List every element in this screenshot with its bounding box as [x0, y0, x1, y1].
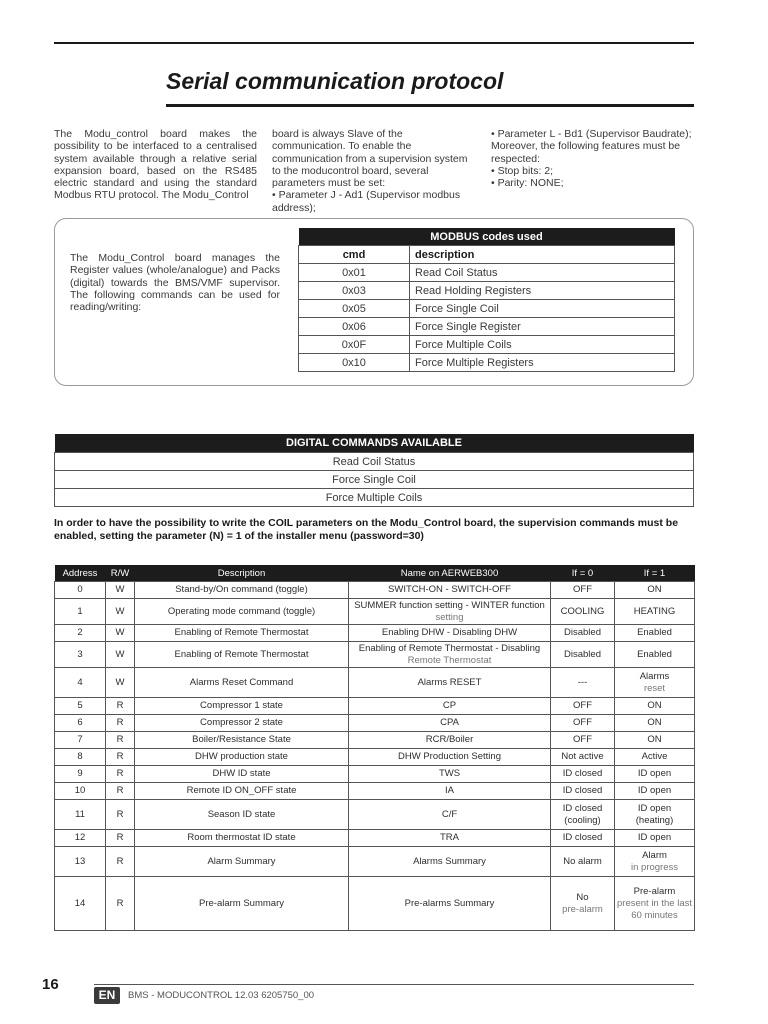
- coil-name-cell: [349, 830, 551, 847]
- coil-if1-cell: [615, 877, 695, 931]
- coil-if1-cell: [615, 800, 695, 830]
- modbus-row: [299, 300, 675, 318]
- col-if0: If = 0: [551, 565, 615, 582]
- intro-bullet-bd1: • Parameter L - Bd1 (Supervisor Baudrate);: [491, 128, 692, 140]
- coil-address: 10: [55, 783, 106, 800]
- coil-name: TRA: [440, 832, 459, 843]
- coil-if1: ON: [647, 584, 662, 595]
- coil-rw: W: [106, 625, 135, 642]
- coil-row: [55, 599, 695, 625]
- modbus-desc: Force Multiple Registers: [410, 354, 675, 372]
- coil-if1-cell: [615, 698, 695, 715]
- coil-address: 7: [55, 732, 106, 749]
- modbus-row: [299, 354, 675, 372]
- coil-if0: No: [576, 891, 589, 903]
- coil-description: Room thermostat ID state: [135, 830, 349, 847]
- coil-name-cell: [349, 668, 551, 698]
- coil-if0: No alarm: [563, 855, 602, 867]
- coil-name-cell: [349, 698, 551, 715]
- coil-if0: COOLING: [560, 605, 605, 617]
- modbus-row: [299, 336, 675, 354]
- coil-row: [55, 698, 695, 715]
- coil-address: 0: [55, 582, 106, 599]
- coil-name-cont: Remote Thermostat: [407, 654, 492, 666]
- digital-row: [55, 471, 694, 489]
- intro-column-2: [272, 128, 476, 214]
- coil-name: SWITCH-ON - SWITCH-OFF: [388, 584, 511, 595]
- coil-if1-cell: [615, 599, 695, 625]
- coil-if1-cell: [615, 749, 695, 766]
- col-name: Name on AERWEB300: [349, 565, 551, 582]
- coil-address: 6: [55, 715, 106, 732]
- coil-if1-cont: in progress: [631, 861, 678, 873]
- coil-if0: ID closed: [562, 768, 603, 779]
- coil-rw: R: [106, 847, 135, 877]
- coil-if0: ID closed: [562, 802, 603, 814]
- coil-if1-cont: (heating): [635, 814, 674, 826]
- intro-bullet-stop-bits: • Stop bits: 2;: [491, 164, 554, 177]
- coil-row: [55, 642, 695, 668]
- coil-name-cell: [349, 715, 551, 732]
- coil-name-cell: [349, 766, 551, 783]
- modbus-row: [299, 282, 675, 300]
- coil-rw: R: [106, 877, 135, 931]
- coil-name-cont: setting: [435, 611, 464, 623]
- coil-description: Pre-alarm Summary: [135, 877, 349, 931]
- coil-if0-cell: [551, 625, 615, 642]
- digital-row: [55, 489, 694, 507]
- coil-if1-cell: [615, 668, 695, 698]
- coil-row: [55, 625, 695, 642]
- coil-description: Operating mode command (toggle): [135, 599, 349, 625]
- modbus-desc: Read Coil Status: [410, 264, 675, 282]
- col-address: Address: [55, 565, 106, 582]
- coil-if0-cell: [551, 783, 615, 800]
- coil-enable-note: In order to have the possibility to write the COIL parameters on the Modu_Control board, the supervision commands must be enabled, setting the parameter (N) = 1 of the installer menu (password=30): [54, 517, 679, 542]
- intro-column-2-text: board is always Slave of the communication. To enable the communication from a supervision system to the moducontrol board, several parameters must be set:: [272, 128, 468, 190]
- modbus-cmd: 0x10: [299, 354, 410, 372]
- page-title: Serial communication protocol: [166, 68, 504, 94]
- modbus-desc: Read Holding Registers: [410, 282, 675, 300]
- coil-name: Alarms Summary: [413, 855, 486, 867]
- coil-if1-cont: reset: [643, 682, 666, 694]
- coil-rw: R: [106, 698, 135, 715]
- coil-name: Enabling DHW - Disabling DHW: [381, 627, 518, 638]
- coil-address: 14: [55, 877, 106, 931]
- coil-if1: ON: [647, 734, 662, 745]
- coil-rw: R: [106, 715, 135, 732]
- coil-name-cell: [349, 642, 551, 668]
- col-description: Description: [135, 565, 349, 582]
- coil-address: 9: [55, 766, 106, 783]
- coil-address: 12: [55, 830, 106, 847]
- coil-rw: W: [106, 642, 135, 668]
- modbus-col-cmd: cmd: [299, 246, 410, 264]
- coil-address: 5: [55, 698, 106, 715]
- coil-if0-cell: [551, 582, 615, 599]
- digital-row: [55, 453, 694, 471]
- coil-name-cell: [349, 749, 551, 766]
- coil-if0: OFF: [573, 734, 592, 745]
- coil-if0-cell: [551, 599, 615, 625]
- coil-if0-cell: [551, 766, 615, 783]
- digital-commands-table: [54, 434, 694, 507]
- coil-parameters-table: [54, 565, 695, 931]
- coil-row: [55, 877, 695, 931]
- top-rule: [54, 42, 694, 44]
- coil-description: Compressor 1 state: [135, 698, 349, 715]
- coil-if0: Disabled: [564, 627, 601, 638]
- modbus-cmd: 0x05: [299, 300, 410, 318]
- coil-if0-cell: [551, 715, 615, 732]
- coil-name-cell: [349, 599, 551, 625]
- coil-rw: R: [106, 800, 135, 830]
- intro-column-3-text: Moreover, the following features must be respected:: [491, 140, 681, 165]
- coil-name-cell: [349, 783, 551, 800]
- coil-rw: R: [106, 766, 135, 783]
- modbus-desc: Force Multiple Coils: [410, 336, 675, 354]
- coil-row: [55, 830, 695, 847]
- intro-column-1: The Modu_control board makes the possibility to be interfaced to a centralised system available through a relative serial expansion board, based on the RS485 electric standard and using the standard Modbus RTU protocol. The Modu_Control: [54, 128, 257, 202]
- coil-rows: [55, 582, 695, 931]
- modbus-codes-table: [298, 228, 675, 372]
- coil-name-cell: [349, 877, 551, 931]
- coil-name: CP: [442, 700, 457, 711]
- coil-if1-cell: [615, 582, 695, 599]
- coil-row: [55, 668, 695, 698]
- coil-description: Alarms Reset Command: [135, 668, 349, 698]
- intro-bullet-ad1: • Parameter J - Ad1 (Supervisor modbus address);: [272, 189, 461, 214]
- digital-command: Force Multiple Coils: [55, 489, 694, 507]
- coil-if0-cell: [551, 877, 615, 931]
- coil-if0: OFF: [573, 700, 592, 711]
- modbus-cmd: 0x03: [299, 282, 410, 300]
- col-rw: R/W: [106, 565, 135, 582]
- modbus-cmd: 0x0F: [299, 336, 410, 354]
- coil-if0: Disabled: [564, 648, 601, 660]
- coil-name: RCR/Boiler: [425, 734, 474, 745]
- coil-row: [55, 732, 695, 749]
- coil-if0: ID closed: [562, 832, 603, 843]
- coil-address: 11: [55, 800, 106, 830]
- modbus-row: [299, 318, 675, 336]
- modbus-description: The Modu_Control board manages the Register values (whole/analogue) and Packs (digital) towards the BMS/VMF supervisor. The following commands can be used for reading/writing:: [70, 252, 280, 314]
- coil-rw: W: [106, 599, 135, 625]
- coil-description: Compressor 2 state: [135, 715, 349, 732]
- coil-description: Season ID state: [135, 800, 349, 830]
- coil-if0-cell: [551, 668, 615, 698]
- coil-address: 13: [55, 847, 106, 877]
- digital-command: Read Coil Status: [55, 453, 694, 471]
- coil-row: [55, 582, 695, 599]
- coil-row: [55, 766, 695, 783]
- coil-if0-cell: [551, 847, 615, 877]
- coil-name: DHW Production Setting: [398, 751, 501, 762]
- modbus-col-description: description: [410, 246, 675, 264]
- coil-name-cell: [349, 625, 551, 642]
- coil-rw: R: [106, 732, 135, 749]
- coil-if1: Enabled: [637, 627, 672, 638]
- col-if1: If = 1: [615, 565, 695, 582]
- language-badge: EN: [94, 987, 120, 1004]
- coil-if1-cont: present in the last 60 minutes: [617, 897, 692, 921]
- coil-if0-cont: pre-alarm: [562, 903, 603, 915]
- bottom-rule: [94, 984, 694, 985]
- coil-if0-cell: [551, 830, 615, 847]
- coil-address: 1: [55, 599, 106, 625]
- coil-row: [55, 715, 695, 732]
- coil-name: TWS: [438, 768, 461, 779]
- coil-address: 2: [55, 625, 106, 642]
- coil-name: Alarms RESET: [417, 676, 482, 688]
- coil-if1-cell: [615, 732, 695, 749]
- coil-description: Stand-by/On command (toggle): [135, 582, 349, 599]
- modbus-desc: Force Single Coil: [410, 300, 675, 318]
- coil-description: Enabling of Remote Thermostat: [135, 625, 349, 642]
- digital-command: Force Single Coil: [55, 471, 694, 489]
- coil-rw: W: [106, 668, 135, 698]
- modbus-rows: [299, 264, 675, 372]
- title-rule: [166, 104, 694, 107]
- coil-description: Alarm Summary: [135, 847, 349, 877]
- coil-if0: OFF: [573, 584, 592, 595]
- coil-description: Boiler/Resistance State: [135, 732, 349, 749]
- coil-row: [55, 749, 695, 766]
- modbus-table-caption: MODBUS codes used: [299, 228, 675, 246]
- modbus-cmd: 0x06: [299, 318, 410, 336]
- coil-if1: ON: [647, 700, 662, 711]
- coil-if1: ID open: [637, 785, 672, 796]
- coil-if1: ID open: [637, 802, 672, 814]
- coil-if1-cell: [615, 766, 695, 783]
- coil-if0: ---: [577, 676, 588, 688]
- coil-rw: R: [106, 749, 135, 766]
- intro-bullet-parity: • Parity: NONE;: [491, 177, 564, 190]
- coil-description: Remote ID ON_OFF state: [135, 783, 349, 800]
- coil-if1: ID open: [637, 768, 672, 779]
- modbus-row: [299, 264, 675, 282]
- coil-name-cell: [349, 800, 551, 830]
- coil-if1-cell: [615, 830, 695, 847]
- coil-if0-cont: (cooling): [564, 814, 601, 826]
- coil-description: DHW ID state: [135, 766, 349, 783]
- coil-if1: ON: [647, 717, 662, 728]
- coil-if0-cell: [551, 749, 615, 766]
- coil-address: 3: [55, 642, 106, 668]
- coil-if1: HEATING: [633, 605, 676, 617]
- coil-rw: R: [106, 830, 135, 847]
- coil-if0: Not active: [561, 751, 604, 762]
- coil-rw: R: [106, 783, 135, 800]
- coil-if0-cell: [551, 732, 615, 749]
- coil-description: DHW production state: [135, 749, 349, 766]
- modbus-cmd: 0x01: [299, 264, 410, 282]
- coil-name: Enabling of Remote Thermostat - Disabling: [358, 642, 541, 654]
- coil-row: [55, 800, 695, 830]
- coil-address: 4: [55, 668, 106, 698]
- coil-if1: Alarm: [642, 849, 667, 861]
- coil-if1-cell: [615, 625, 695, 642]
- coil-row: [55, 783, 695, 800]
- coil-row: [55, 847, 695, 877]
- modbus-desc: Force Single Register: [410, 318, 675, 336]
- coil-if1: Active: [641, 751, 668, 762]
- coil-name: SUMMER function setting - WINTER function: [354, 599, 545, 611]
- coil-name: IA: [445, 785, 454, 796]
- coil-name-cell: [349, 582, 551, 599]
- coil-if0: OFF: [573, 717, 592, 728]
- coil-if1: Enabled: [637, 648, 672, 660]
- coil-if1: ID open: [637, 832, 672, 843]
- coil-if1-cell: [615, 642, 695, 668]
- coil-name: CPA: [440, 717, 459, 728]
- digital-rows: [55, 453, 694, 507]
- digital-table-caption: DIGITAL COMMANDS AVAILABLE: [55, 434, 694, 453]
- coil-name-cell: [349, 847, 551, 877]
- coil-if0-cell: [551, 800, 615, 830]
- coil-name: Pre-alarms Summary: [404, 897, 495, 909]
- coil-if0-cell: [551, 698, 615, 715]
- coil-if0: ID closed: [562, 785, 603, 796]
- footer-doc-ref: BMS - MODUCONTROL 12.03 6205750_00: [128, 990, 315, 1001]
- coil-if1-cell: [615, 847, 695, 877]
- coil-if1-cell: [615, 783, 695, 800]
- coil-if0-cell: [551, 642, 615, 668]
- coil-address: 8: [55, 749, 106, 766]
- coil-description: Enabling of Remote Thermostat: [135, 642, 349, 668]
- coil-if1: Pre-alarm: [633, 885, 676, 897]
- coil-if1: Alarms: [639, 670, 670, 682]
- coil-if1-cell: [615, 715, 695, 732]
- page-number: 16: [42, 976, 59, 993]
- coil-name-cell: [349, 732, 551, 749]
- intro-column-3: [491, 128, 696, 189]
- coil-name: C/F: [441, 808, 458, 820]
- coil-rw: W: [106, 582, 135, 599]
